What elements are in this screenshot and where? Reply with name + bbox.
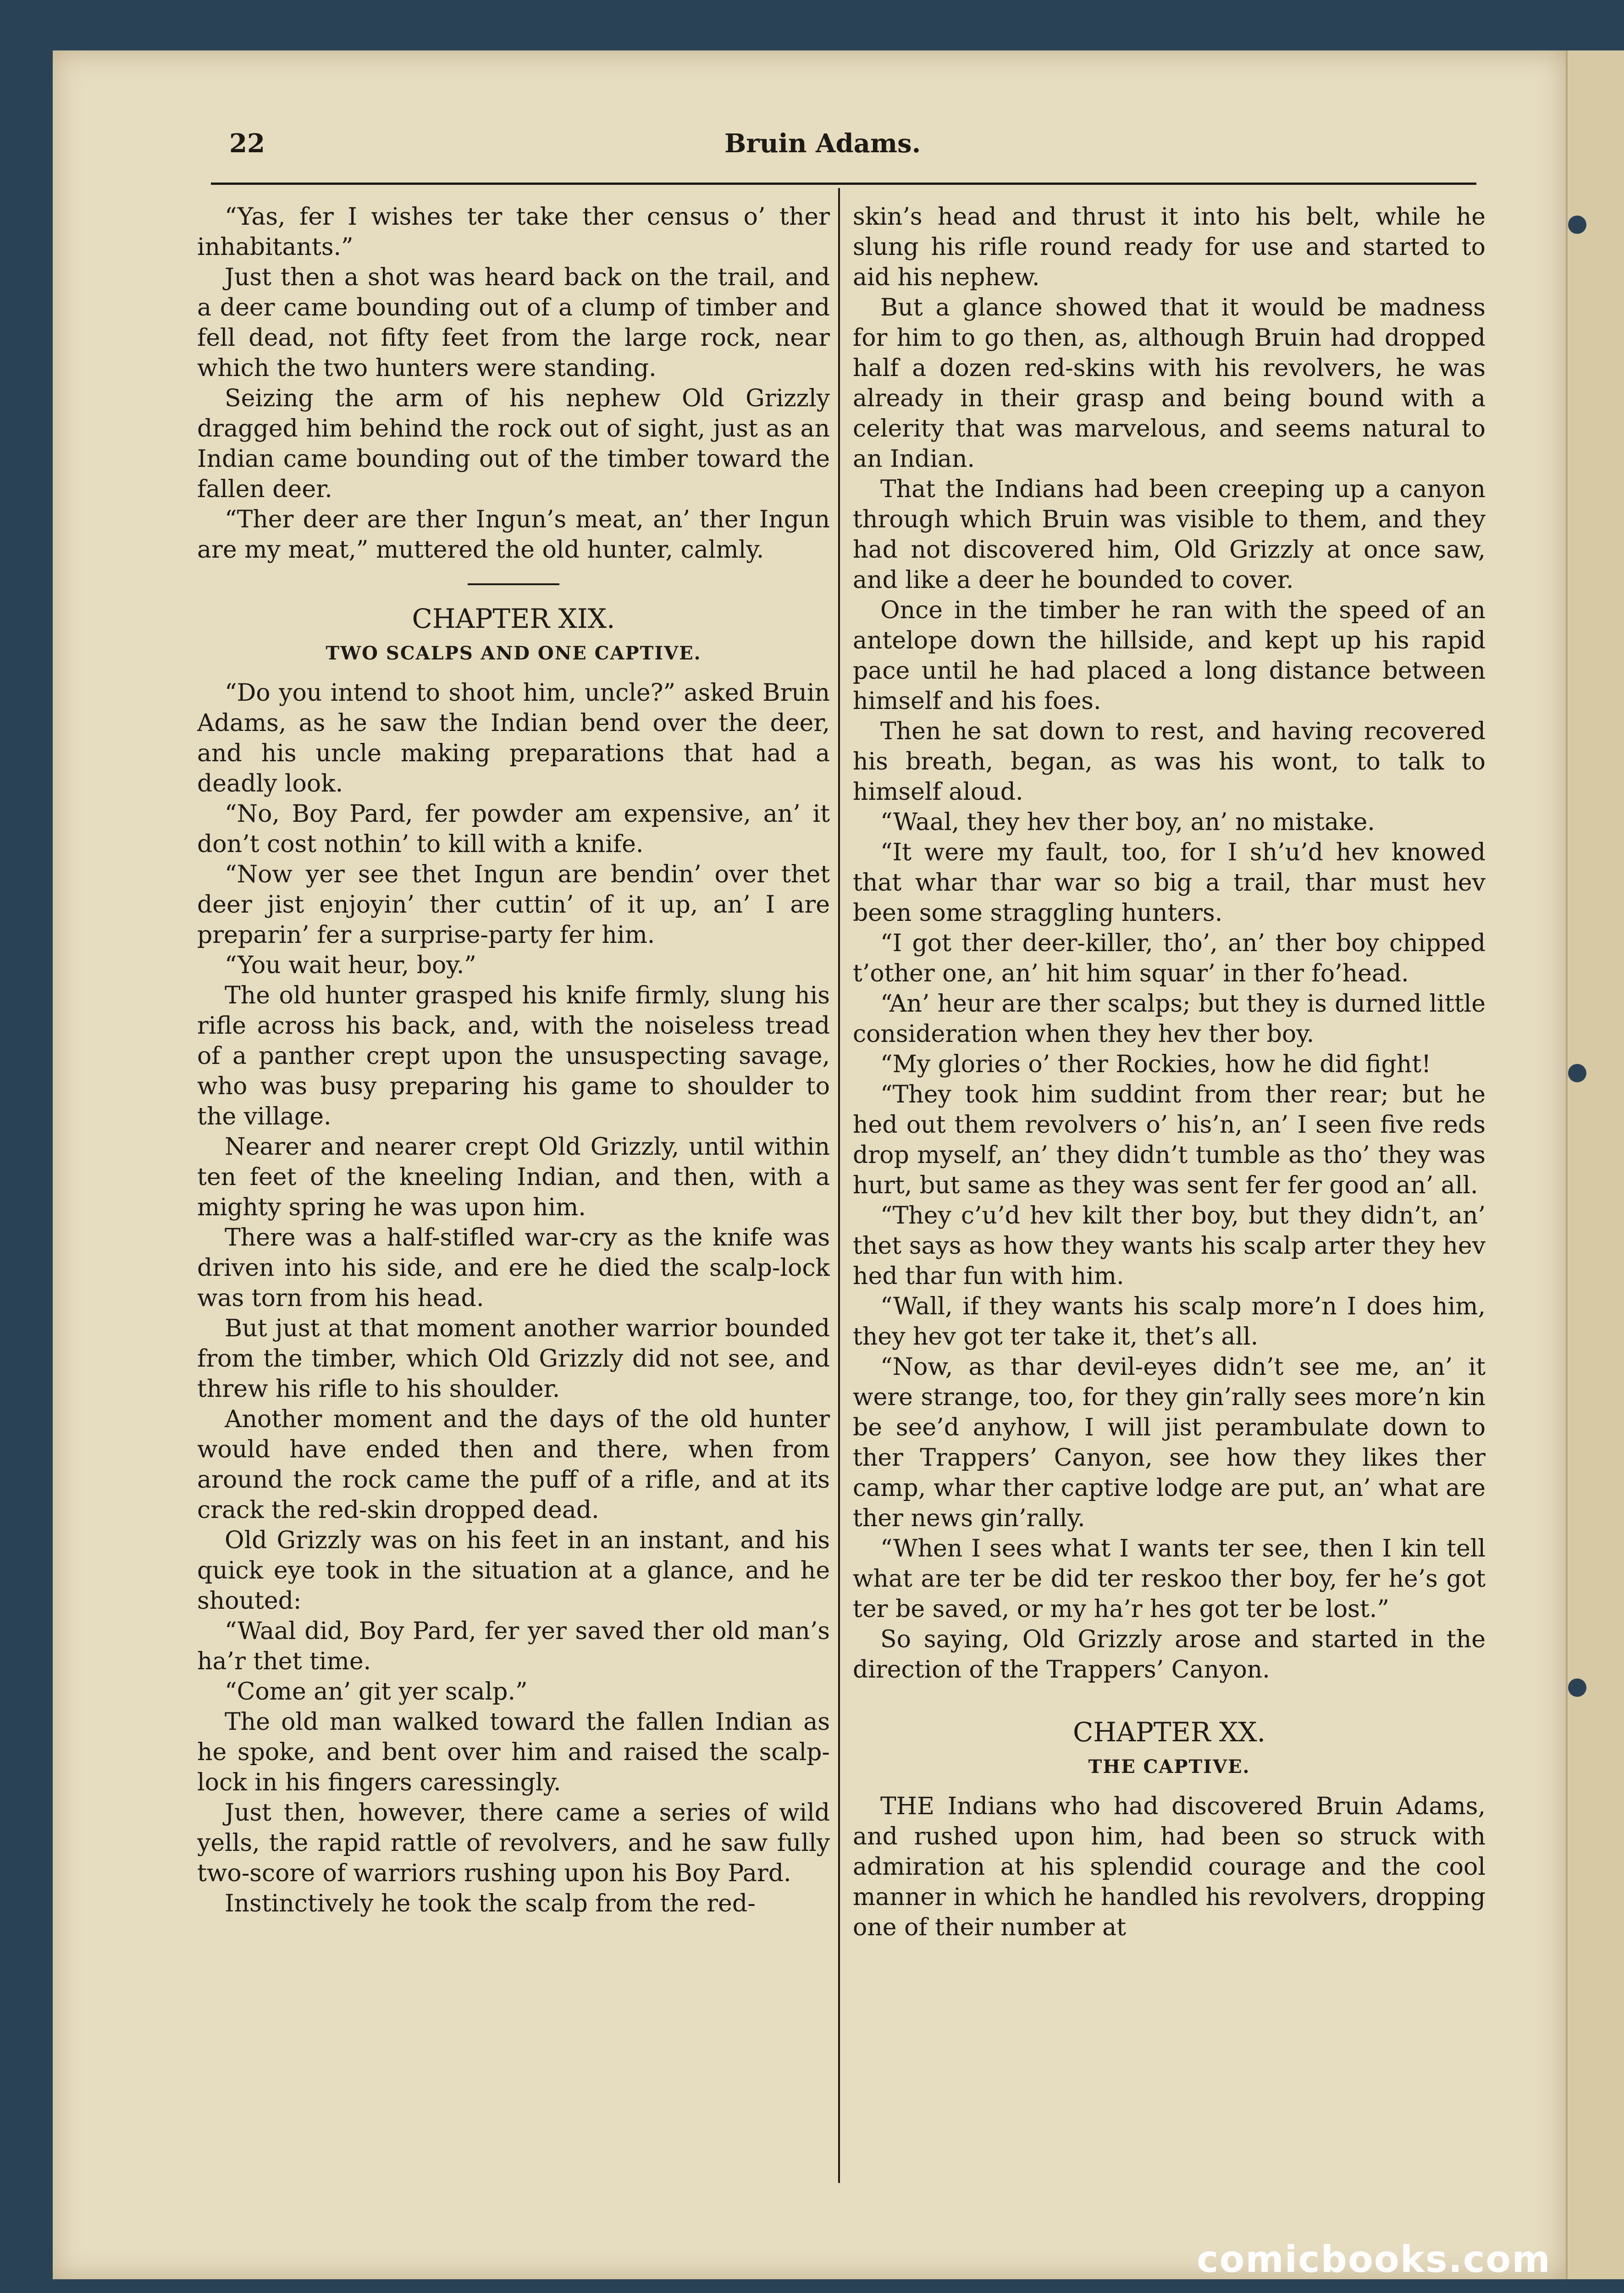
paragraph: Nearer and nearer crept Old Grizzly, until within ten feet of the kneeling Indian, and then, with a mighty spring he was upon him. [197,1133,830,1221]
watermark: comicbooks.com [1197,2238,1551,2281]
paragraph: Then he sat down to rest, and having recovered his breath, began, as was his wont, to talk to himself aloud. [853,718,1486,806]
paragraph: THE Indians who had discovered Bruin Adams, and rushed upon him, had been so struck with admiration at his splendid courage and the cool manner in which he handled his revolvers, dropping one of their number at [853,1793,1486,1941]
paragraph: Instinctively he took the scalp from the red- [225,1890,756,1917]
paragraph: The old man walked toward the fallen Indian as he spoke, and bent over him and raised the scalp-lock in his fingers caressingly. [197,1708,830,1796]
paragraph: “It were my fault, too, for I sh’u’d hev knowed that whar thar war so big a trail, thar must hev been some straggling hunters. [853,839,1486,927]
paragraph: “They took him suddint from ther rear; but he hed out them revolvers o’ his’n, an’ I seen five reds drop myself, an’ they didn’t tumble as tho’ they was hurt, but same as they was sent fer fer good an’ all. [853,1081,1486,1199]
binding-hole [1568,1064,1586,1082]
paragraph: “An’ heur are ther scalps; but they is durned little consideration when they hev ther boy. [853,990,1486,1048]
paragraph: Just then a shot was heard back on the trail, and a deer came bounding out of a clump of timber and fell dead, not fifty feet from the large rock, near which the two hunters were standing. [197,264,830,382]
page-header [183,128,1522,165]
chapter-heading: CHAPTER XX. [1072,1717,1266,1748]
paragraph: Old Grizzly was on his feet in an instant, and his quick eye took in the situation at a glance, and he shouted: [197,1527,830,1615]
paragraph: “They c’u’d hev kilt ther boy, but they didn’t, an’ thet says as how they wants his scalp arter they hev hed thar fun with him. [853,1202,1486,1290]
chapter-subtitle: TWO SCALPS AND ONE CAPTIVE. [326,642,702,664]
right-column [853,202,1486,2165]
paragraph: “Ther deer are ther Ingun’s meat, an’ ther Ingun are my meat,” muttered the old hunter, calmly. [197,506,830,564]
left-column [197,202,830,2165]
header-rule [211,183,1476,185]
paragraph: “When I sees what I wants ter see, then I kin tell what are ter be did ter reskoo ther boy, fer he’s got ter be saved, or my ha’r hes got ter be lost.” [853,1535,1486,1623]
paragraph: The old hunter grasped his knife firmly, slung his rifle across his back, and, with the noiseless tread of a panther crept upon the unsuspecting savage, who was busy preparing his game to shoulder to the village. [197,982,830,1130]
paragraph: But just at that moment another warrior bounded from the timber, which Old Grizzly did not see, and threw his rifle to his shoulder. [197,1315,830,1403]
column-divider [838,188,840,2183]
paragraph: Once in the timber he ran with the speed of an antelope down the hillside, and kept up his rapid pace until he had placed a long distance between himself and his foes. [853,597,1486,715]
paragraph: Seizing the arm of his nephew Old Grizzly dragged him behind the rock out of sight, just as an Indian came bounding out of the timber toward the fallen deer. [197,385,830,503]
paragraph: That the Indians had been creeping up a canyon through which Bruin was visible to them, and they had not discovered him, Old Grizzly at once saw, and like a deer he bounded to cover. [853,476,1486,594]
paragraph: “Yas, fer I wishes ter take ther census o’ ther inhabitants.” [197,203,830,261]
binding-hole [1568,216,1586,234]
paragraph: “I got ther deer-killer, tho’, an’ ther boy chipped t’other one, an’ hit him squar’ in ther fo’head. [853,930,1486,987]
paragraph: So saying, Old Grizzly arose and started in the direction of the Trappers’ Canyon. [853,1626,1486,1684]
paragraph: “Waal, they hev ther boy, an’ no mistake. [880,809,1375,836]
binding-hole [1568,1678,1586,1697]
paragraph: “Wall, if they wants his scalp more’n I does him, they hev got ter take it, thet’s all. [853,1293,1486,1351]
paragraph: “My glories o’ ther Rockies, how he did fight! [880,1051,1431,1078]
page-number: 22 [229,128,265,159]
paragraph: skin’s head and thrust it into his belt, while he slung his rifle round ready for use and started to aid his nephew. [853,203,1486,291]
running-title: Bruin Adams. [724,128,921,159]
paragraph: But a glance showed that it would be madness for him to go then, as, although Bruin had dropped half a dozen red-skins with his revolvers, he was already in their grasp and being bound with a celerity that was marvelous, and seems natural to an Indian. [853,294,1486,473]
paragraph: “No, Boy Pard, fer powder am expensive, an’ it don’t cost nothin’ to kill with a knife. [197,800,830,858]
paragraph: “Come an’ git yer scalp.” [225,1678,528,1706]
section-separator [468,583,559,585]
paragraph: “Do you intend to shoot him, uncle?” asked Bruin Adams, as he saw the Indian bend over the deer, and his uncle making preparations that had a deadly look. [197,679,830,798]
paragraph: “You wait heur, boy.” [225,952,476,979]
chapter-heading: CHAPTER XIX. [412,603,615,634]
paragraph: There was a half-stifled war-cry as the knife was driven into his side, and ere he died the scalp-lock was torn from his head. [197,1224,830,1312]
paragraph: Another moment and the days of the old hunter would have ended then and there, when from around the rock came the puff of a rifle, and at its crack the red-skin dropped dead. [197,1406,830,1524]
paragraph: “Now, as thar devil-eyes didn’t see me, an’ it were strange, too, for they gin’rally sees more’n kin be see’d anyhow, I will jist perambulate down to ther Trappers’ Canyon, see how they likes ther camp, whar ther captive lodge are put, an’ what are ther news gin’rally. [853,1353,1486,1532]
page-edge [1566,50,1624,2279]
chapter-subtitle: THE CAPTIVE. [1088,1756,1250,1778]
paragraph: “Waal did, Boy Pard, fer yer saved ther old man’s ha’r thet time. [197,1617,830,1675]
paragraph: “Now yer see thet Ingun are bendin’ over thet deer jist enjoyin’ ther cuttin’ of it up, an’ I are preparin’ fer a surprise-party fer him. [197,861,830,949]
paragraph: Just then, however, there came a series of wild yells, the rapid rattle of revolvers, and he saw fully two-score of warriors rushing upon his Boy Pard. [197,1799,830,1887]
